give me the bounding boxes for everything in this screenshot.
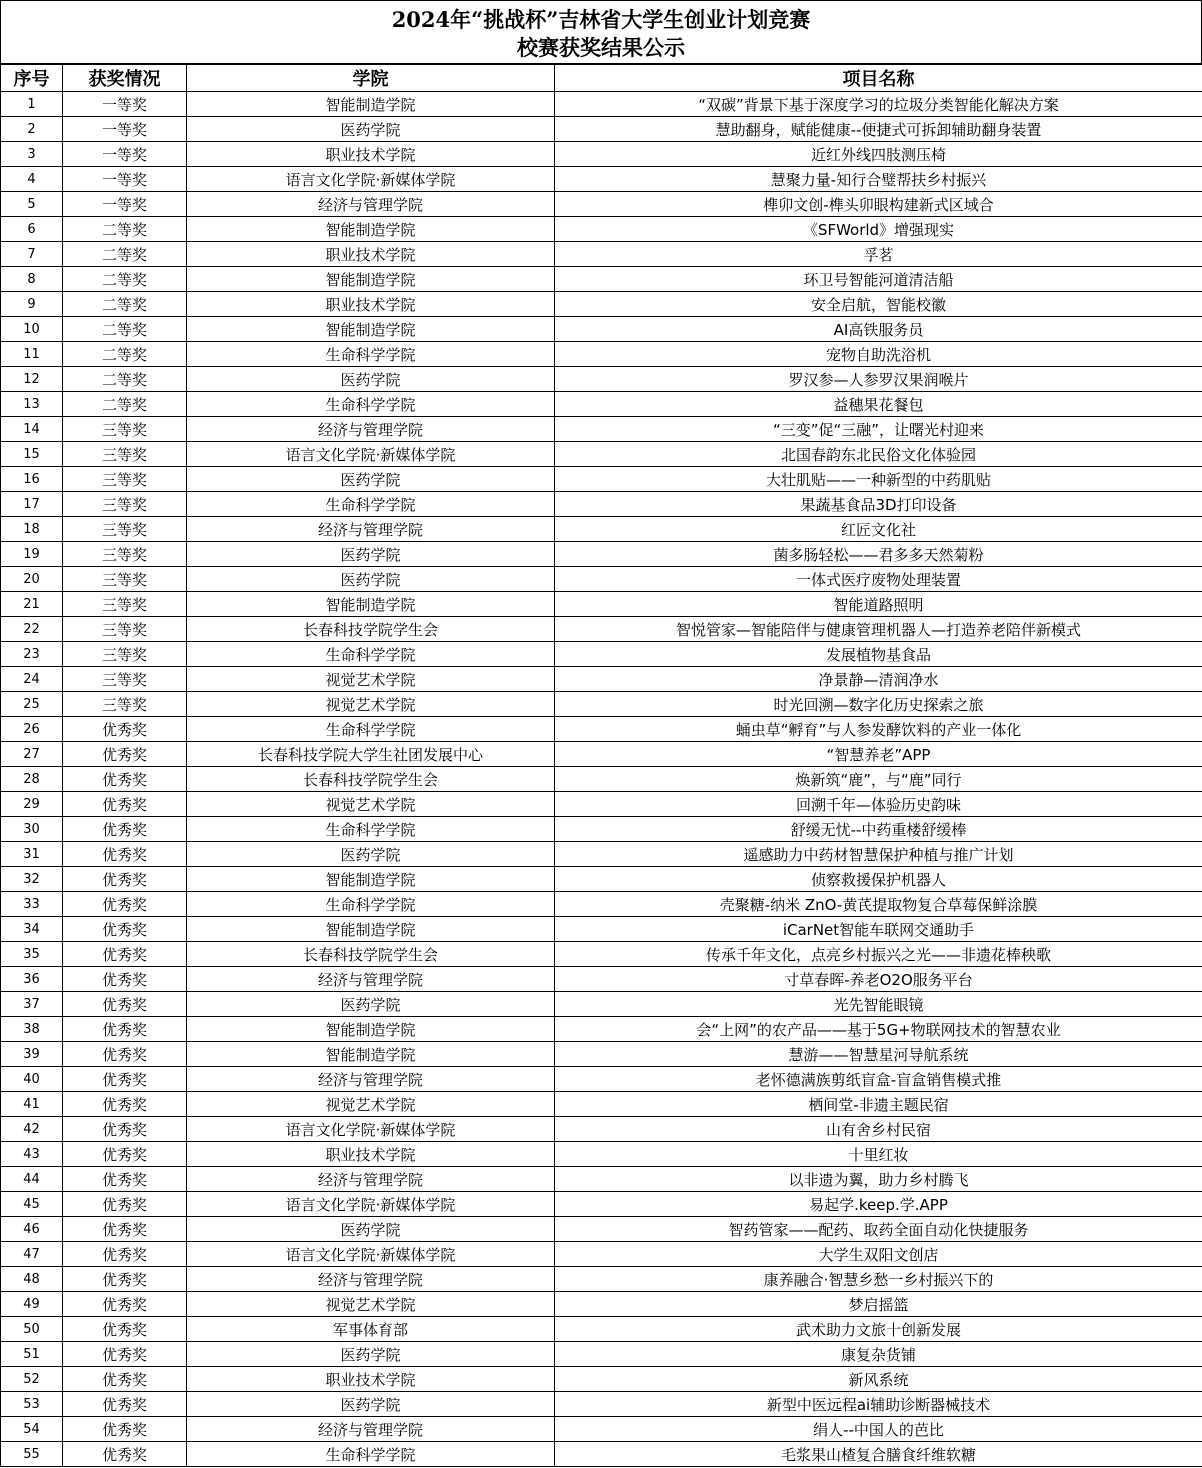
row-project: 智能道路照明 [555,592,1202,617]
row-college: 经济与管理学院 [187,517,555,542]
row-project: “三变”促“三融”，让曙光村迎来 [555,417,1202,442]
row-project: 大学生双阳文创店 [555,1242,1202,1267]
table-row [1,692,1202,717]
row-college: 医药学院 [187,842,555,867]
table-row [1,1242,1202,1267]
table-row [1,192,1202,217]
row-index: 23 [1,642,63,667]
row-award: 一等奖 [63,192,187,217]
row-project: 慧游——智慧星河导航系统 [555,1042,1202,1067]
table-row [1,517,1202,542]
row-college: 经济与管理学院 [187,967,555,992]
row-award: 二等奖 [63,242,187,267]
row-index: 3 [1,142,63,167]
row-award: 三等奖 [63,617,187,642]
row-project: 菌多肠轻松——君多多天然菊粉 [555,542,1202,567]
table-row [1,1417,1202,1442]
row-project: 时光回溯—数字化历史探索之旅 [555,692,1202,717]
row-award: 三等奖 [63,492,187,517]
row-project: 蛹虫草“孵育”与人参发酵饮料的产业一体化 [555,717,1202,742]
row-project: 寸草春晖-养老O2O服务平台 [555,967,1202,992]
row-project: 梦启摇篮 [555,1292,1202,1317]
row-project: “双碳”背景下基于深度学习的垃圾分类智能化解决方案 [555,92,1202,117]
header-college: 学院 [187,65,555,92]
header-project: 项目名称 [555,65,1202,92]
row-index: 49 [1,1292,63,1317]
row-index: 48 [1,1267,63,1292]
row-award: 三等奖 [63,467,187,492]
row-index: 9 [1,292,63,317]
row-award: 优秀奖 [63,892,187,917]
row-index: 45 [1,1192,63,1217]
row-college: 视觉艺术学院 [187,792,555,817]
row-award: 一等奖 [63,167,187,192]
row-award: 优秀奖 [63,1192,187,1217]
row-award: 优秀奖 [63,792,187,817]
table-row [1,1042,1202,1067]
row-award: 优秀奖 [63,1392,187,1417]
row-award: 优秀奖 [63,1417,187,1442]
row-college: 生命科学学院 [187,1442,555,1467]
row-index: 11 [1,342,63,367]
row-project: 传承千年文化，点亮乡村振兴之光——非遗花棒秧歌 [555,942,1202,967]
row-index: 32 [1,867,63,892]
row-index: 29 [1,792,63,817]
page-title: 2024年“挑战杯”吉林省大学生创业计划竞赛 [391,7,811,32]
table-row [1,242,1202,267]
row-award: 优秀奖 [63,967,187,992]
row-college: 医药学院 [187,117,555,142]
row-award: 二等奖 [63,217,187,242]
row-college: 智能制造学院 [187,592,555,617]
table-row [1,767,1202,792]
row-index: 2 [1,117,63,142]
row-award: 优秀奖 [63,1067,187,1092]
row-project: 侦察救援保护机器人 [555,867,1202,892]
row-college: 职业技术学院 [187,242,555,267]
row-college: 视觉艺术学院 [187,667,555,692]
row-college: 经济与管理学院 [187,1167,555,1192]
row-college: 医药学院 [187,1342,555,1367]
row-award: 一等奖 [63,92,187,117]
row-award: 优秀奖 [63,942,187,967]
row-index: 54 [1,1417,63,1442]
row-index: 17 [1,492,63,517]
row-award: 二等奖 [63,342,187,367]
row-index: 40 [1,1067,63,1092]
table-row [1,617,1202,642]
title-block [0,0,1202,64]
row-award: 优秀奖 [63,1242,187,1267]
table-row [1,792,1202,817]
row-project: 发展植物基食品 [555,642,1202,667]
row-index: 6 [1,217,63,242]
row-award: 三等奖 [63,592,187,617]
row-index: 19 [1,542,63,567]
table-body [1,92,1202,1467]
row-award: 三等奖 [63,442,187,467]
row-project: 近红外线四肢测压椅 [555,142,1202,167]
table-row [1,1142,1202,1167]
row-college: 医药学院 [187,1217,555,1242]
row-index: 22 [1,617,63,642]
row-project: 新型中医远程ai辅助诊断器械技术 [555,1392,1202,1417]
row-project: 新风系统 [555,1367,1202,1392]
table-row [1,417,1202,442]
row-project: 《SFWorld》增强现实 [555,217,1202,242]
row-project: 栖间堂-非遗主题民宿 [555,1092,1202,1117]
table-row [1,667,1202,692]
row-project: 安全启航，智能校徽 [555,292,1202,317]
row-index: 41 [1,1092,63,1117]
row-project: 宠物自助洗浴机 [555,342,1202,367]
row-index: 27 [1,742,63,767]
row-project: 慧助翻身，赋能健康--便捷式可拆卸辅助翻身装置 [555,117,1202,142]
row-award: 优秀奖 [63,1167,187,1192]
row-index: 47 [1,1242,63,1267]
row-college: 语言文化学院·新媒体学院 [187,1242,555,1267]
row-award: 优秀奖 [63,1217,187,1242]
row-award: 二等奖 [63,292,187,317]
header-award: 获奖情况 [63,65,187,92]
table-row [1,1317,1202,1342]
row-college: 智能制造学院 [187,267,555,292]
row-project: 智悦管家—智能陪伴与健康管理机器人—打造养老陪伴新模式 [555,617,1202,642]
table-row [1,1442,1202,1467]
results-table [0,64,1202,1467]
row-index: 5 [1,192,63,217]
row-index: 37 [1,992,63,1017]
row-project: 榫卯文创-榫头卯眼构建新式区域合 [555,192,1202,217]
row-college: 智能制造学院 [187,1017,555,1042]
row-index: 26 [1,717,63,742]
row-college: 智能制造学院 [187,317,555,342]
row-college: 职业技术学院 [187,292,555,317]
row-project: 红匠文化社 [555,517,1202,542]
row-project: 老怀德满族剪纸盲盒-盲盒销售模式推 [555,1067,1202,1092]
row-project: 慧聚力量-知行合璧帮扶乡村振兴 [555,167,1202,192]
table-row [1,842,1202,867]
row-index: 34 [1,917,63,942]
row-award: 优秀奖 [63,842,187,867]
row-project: 十里红妆 [555,1142,1202,1167]
row-project: 罗汉参—人参罗汉果润喉片 [555,367,1202,392]
row-award: 一等奖 [63,142,187,167]
table-row [1,342,1202,367]
row-college: 视觉艺术学院 [187,1292,555,1317]
row-project: 大壮肌贴——一种新型的中药肌贴 [555,467,1202,492]
table-row [1,467,1202,492]
row-college: 生命科学学院 [187,642,555,667]
table-row [1,267,1202,292]
row-college: 语言文化学院·新媒体学院 [187,167,555,192]
row-college: 经济与管理学院 [187,192,555,217]
row-award: 优秀奖 [63,1042,187,1067]
table-row [1,1017,1202,1042]
row-index: 1 [1,92,63,117]
row-college: 智能制造学院 [187,217,555,242]
table-row [1,717,1202,742]
table-row [1,1192,1202,1217]
row-project: 益穗果花餐包 [555,392,1202,417]
row-project: 环卫号智能河道清洁船 [555,267,1202,292]
row-college: 医药学院 [187,367,555,392]
row-index: 24 [1,667,63,692]
row-college: 医药学院 [187,992,555,1017]
table-row [1,167,1202,192]
row-award: 优秀奖 [63,1117,187,1142]
row-index: 35 [1,942,63,967]
row-award: 三等奖 [63,667,187,692]
table-row [1,317,1202,342]
table-row [1,442,1202,467]
row-index: 50 [1,1317,63,1342]
row-project: 回溯千年—体验历史韵味 [555,792,1202,817]
header-row [1,65,1202,92]
row-project: 净景静—清润净水 [555,667,1202,692]
row-project: AI高铁服务员 [555,317,1202,342]
row-project: 以非遗为翼，助力乡村腾飞 [555,1167,1202,1192]
row-index: 12 [1,367,63,392]
table-row [1,117,1202,142]
row-college: 视觉艺术学院 [187,1092,555,1117]
row-index: 20 [1,567,63,592]
row-project: 舒缓无忧--中药重楼舒缓棒 [555,817,1202,842]
row-index: 39 [1,1042,63,1067]
row-project: 一体式医疗废物处理装置 [555,567,1202,592]
row-project: 山有舍乡村民宿 [555,1117,1202,1142]
row-index: 36 [1,967,63,992]
row-college: 生命科学学院 [187,492,555,517]
row-college: 智能制造学院 [187,1042,555,1067]
row-college: 经济与管理学院 [187,417,555,442]
row-award: 三等奖 [63,642,187,667]
header-index: 序号 [1,65,63,92]
row-index: 38 [1,1017,63,1042]
table-row [1,892,1202,917]
row-award: 一等奖 [63,117,187,142]
row-project: 康复杂货铺 [555,1342,1202,1367]
row-award: 二等奖 [63,317,187,342]
table-row [1,992,1202,1017]
table-row [1,1117,1202,1142]
row-project: 光先智能眼镜 [555,992,1202,1017]
table-row [1,1067,1202,1092]
row-award: 优秀奖 [63,1017,187,1042]
row-index: 7 [1,242,63,267]
table-row [1,967,1202,992]
table-row [1,742,1202,767]
row-award: 二等奖 [63,367,187,392]
row-award: 三等奖 [63,567,187,592]
table-row [1,592,1202,617]
row-index: 21 [1,592,63,617]
row-college: 长春科技学院学生会 [187,767,555,792]
table-row [1,1092,1202,1117]
row-index: 53 [1,1392,63,1417]
row-index: 31 [1,842,63,867]
row-project: 智药管家——配药、取药全面自动化快捷服务 [555,1217,1202,1242]
row-project: 绢人--中国人的芭比 [555,1417,1202,1442]
row-college: 职业技术学院 [187,1367,555,1392]
row-award: 优秀奖 [63,1342,187,1367]
row-project: 会“上网”的农产品——基于5G+物联网技术的智慧农业 [555,1017,1202,1042]
row-project: 焕新筑“鹿”，与“鹿”同行 [555,767,1202,792]
row-college: 智能制造学院 [187,917,555,942]
row-college: 长春科技学院大学生社团发展中心 [187,742,555,767]
row-college: 生命科学学院 [187,817,555,842]
table-row [1,567,1202,592]
table-row [1,492,1202,517]
table-row [1,92,1202,117]
row-college: 经济与管理学院 [187,1417,555,1442]
row-college: 军事体育部 [187,1317,555,1342]
row-college: 生命科学学院 [187,342,555,367]
row-award: 优秀奖 [63,717,187,742]
row-award: 优秀奖 [63,767,187,792]
row-college: 语言文化学院·新媒体学院 [187,442,555,467]
row-index: 43 [1,1142,63,1167]
row-project: “智慧养老”APP [555,742,1202,767]
row-award: 优秀奖 [63,1367,187,1392]
row-index: 4 [1,167,63,192]
table-row [1,1267,1202,1292]
row-project: 果蔬基食品3D打印设备 [555,492,1202,517]
row-index: 42 [1,1117,63,1142]
row-project: 遥感助力中药材智慧保护种植与推广计划 [555,842,1202,867]
row-index: 52 [1,1367,63,1392]
row-index: 55 [1,1442,63,1467]
row-award: 三等奖 [63,517,187,542]
row-college: 长春科技学院学生会 [187,617,555,642]
row-index: 10 [1,317,63,342]
table-row [1,142,1202,167]
row-index: 13 [1,392,63,417]
row-college: 经济与管理学院 [187,1067,555,1092]
row-college: 生命科学学院 [187,892,555,917]
row-project: 康养融合·智慧乡愁一乡村振兴下的 [555,1267,1202,1292]
row-award: 三等奖 [63,542,187,567]
row-index: 51 [1,1342,63,1367]
row-index: 18 [1,517,63,542]
row-college: 生命科学学院 [187,392,555,417]
row-award: 优秀奖 [63,1142,187,1167]
row-index: 16 [1,467,63,492]
row-college: 医药学院 [187,567,555,592]
row-award: 优秀奖 [63,1317,187,1342]
table-row [1,392,1202,417]
page-subtitle: 校赛获奖结果公示 [517,35,685,60]
table-row [1,817,1202,842]
row-index: 25 [1,692,63,717]
row-college: 语言文化学院·新媒体学院 [187,1192,555,1217]
row-college: 智能制造学院 [187,92,555,117]
row-college: 长春科技学院学生会 [187,942,555,967]
row-college: 语言文化学院·新媒体学院 [187,1117,555,1142]
row-award: 优秀奖 [63,1442,187,1467]
row-project: 易起学.keep.学.APP [555,1192,1202,1217]
row-index: 33 [1,892,63,917]
row-award: 优秀奖 [63,867,187,892]
table-row [1,1367,1202,1392]
table-row [1,942,1202,967]
row-award: 优秀奖 [63,917,187,942]
row-award: 优秀奖 [63,1292,187,1317]
row-college: 医药学院 [187,467,555,492]
table-row [1,1167,1202,1192]
table-row [1,1217,1202,1242]
row-award: 三等奖 [63,417,187,442]
row-project: 北国春韵东北民俗文化体验园 [555,442,1202,467]
row-index: 8 [1,267,63,292]
row-index: 46 [1,1217,63,1242]
table-row [1,917,1202,942]
table-row [1,542,1202,567]
row-college: 智能制造学院 [187,867,555,892]
table-row [1,867,1202,892]
row-award: 优秀奖 [63,1267,187,1292]
row-award: 优秀奖 [63,992,187,1017]
row-award: 优秀奖 [63,817,187,842]
row-college: 视觉艺术学院 [187,692,555,717]
table-row [1,1292,1202,1317]
row-college: 职业技术学院 [187,142,555,167]
row-index: 30 [1,817,63,842]
row-award: 优秀奖 [63,742,187,767]
row-index: 15 [1,442,63,467]
row-college: 经济与管理学院 [187,1267,555,1292]
row-project: 壳聚糖-纳米 ZnO-黄芪提取物复合草莓保鲜涂膜 [555,892,1202,917]
table-row [1,1392,1202,1417]
row-award: 二等奖 [63,267,187,292]
table-row [1,642,1202,667]
row-project: 孚茗 [555,242,1202,267]
row-index: 14 [1,417,63,442]
row-project: 武术助力文旅十创新发展 [555,1317,1202,1342]
row-project: iCarNet智能车联网交通助手 [555,917,1202,942]
row-college: 职业技术学院 [187,1142,555,1167]
row-college: 生命科学学院 [187,717,555,742]
table-row [1,367,1202,392]
row-index: 44 [1,1167,63,1192]
row-award: 二等奖 [63,392,187,417]
row-college: 医药学院 [187,1392,555,1417]
row-index: 28 [1,767,63,792]
row-project: 毛浆果山楂复合膳食纤维软糖 [555,1442,1202,1467]
row-college: 医药学院 [187,542,555,567]
row-award: 三等奖 [63,692,187,717]
table-row [1,292,1202,317]
row-award: 优秀奖 [63,1092,187,1117]
table-row [1,1342,1202,1367]
table-row [1,217,1202,242]
